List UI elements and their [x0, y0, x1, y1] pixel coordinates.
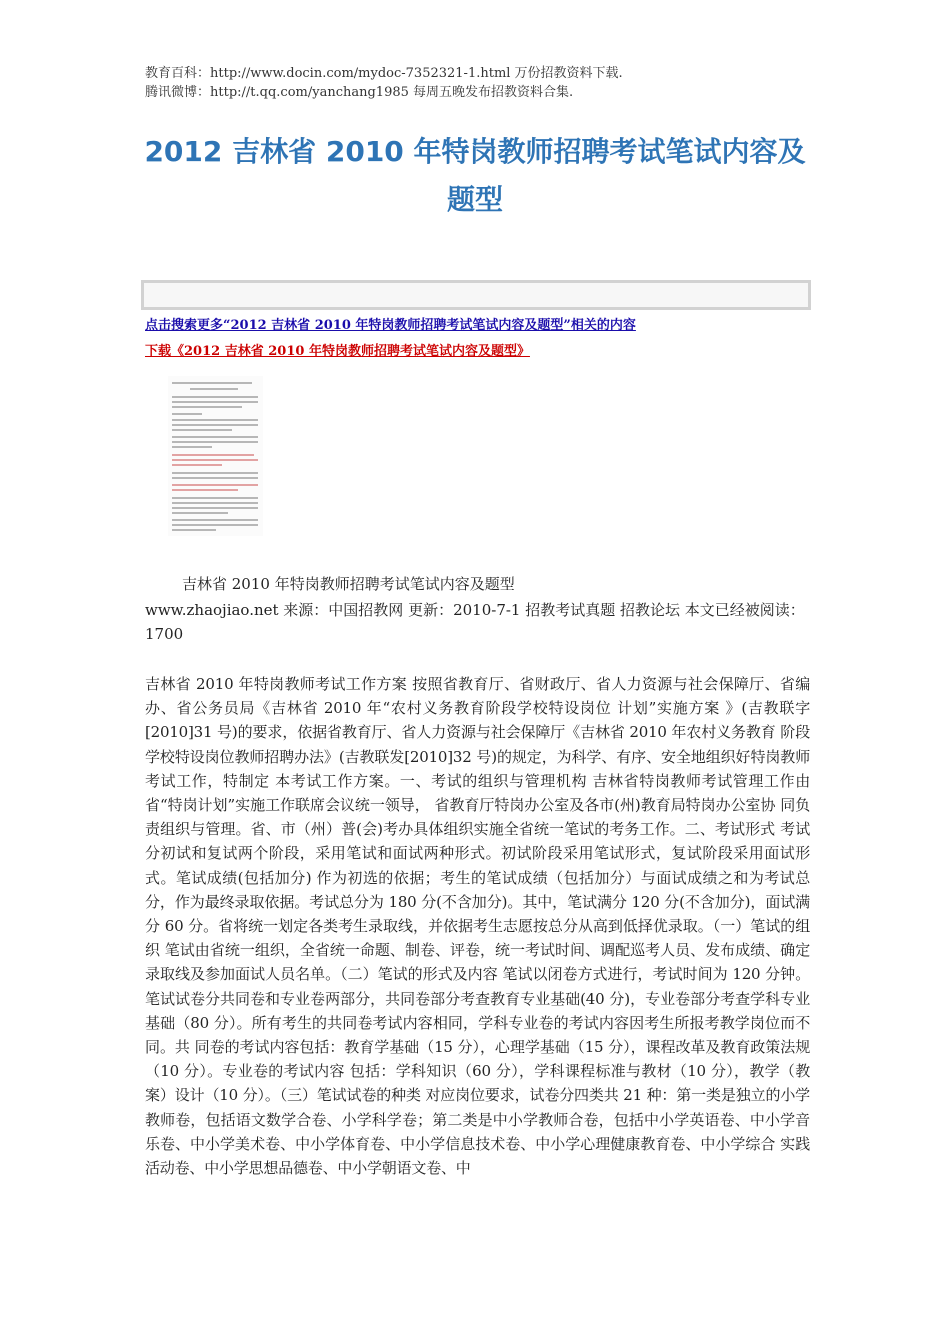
header-note [145, 64, 623, 102]
page-title: 2012 吉林省 2010 年特岗教师招聘考试笔试内容及题型 [144, 135, 806, 216]
header-line-encyclopedia: 教育百科：http://www.docin.com/mydoc-7352321-1.html 万份招教资料下载. [145, 66, 623, 81]
document-thumbnail-icon[interactable] [168, 376, 263, 536]
download-link[interactable]: 下载《2012 吉林省 2010 年特岗教师招聘考试笔试内容及题型》 [145, 344, 530, 359]
search-more-link[interactable]: 点击搜索更多“2012 吉林省 2010 年特岗教师招聘考试笔试内容及题型”相关的内容 [145, 318, 636, 333]
article-source-line: www.zhaojiao.net 来源：中国招教网 更新：2010-7-1 招教考试真题 招教论坛 本文已经被阅读：1700 [145, 601, 805, 643]
header-line-weibo: 腾讯微博：http://t.qq.com/yanchang1985 每周五晚发布招教资料合集. [145, 85, 574, 100]
article-body: 吉林省 2010 年特岗教师考试工作方案 按照省教育厅、省财政厅、省人力资源与社会保障厅、省编办、省公务员局《吉林省 2010 年“农村义务教育阶段学校特设岗位 计划”实施方案 》(吉教联字[2010]31 号)的要求，依据省教育厅、省人力资源与社会保障厅《吉林省 2010 年农村义务教育 阶段学校特设岗位教师招聘办法》(吉教联发[2010]32 号)的规定，为科学、有序、安全地组织好特岗教师考试工作，特制定 本考试工作方案。一、考试的组织与管理机构 吉林省特岗教师考试管理工作由省“特岗计划”实施工作联席会议统一领导， 省教育厅特岗办公室及各市(州)教育局特岗办公室协 同负责组织与管理。省、市（州）普(会)考办具体组织实施全省统一笔试的考务工作。二、考试形式 考试分初试和复试两个阶段，采用笔试和面试两种形式。初试阶段采用笔试形式，复试阶段采用面试形式。笔试成绩(包括加分) 作为初选的依据；考生的笔试成绩（包括加分）与面试成绩之和为考试总分，作为最终录取依据。考试总分为 180 分(不含加分)。其中，笔试满分 120 分(不含加分)，面试满分 60 分。省将统一划定各类考生录取线，并依据考生志愿按总分从高到低择优录取。（一）笔试的组织 笔试由省统一组织，全省统一命题、制卷、评卷，统一考试时间、调配巡考人员、发布成绩、确定录取线及参加面试人员名单。（二）笔试的形式及内容 笔试以闭卷方式进行，考试时间为 120 分钟。笔试试卷分共同卷和专业卷两部分，共同卷部分考查教育专业基础(40 分)，专业卷部分考查学科专业基础（80 分）。所有考生的共同卷考试内容相同，学科专业卷的考试内容因考生所报考教学岗位而不同。共 同卷的考试内容包括：教育学基础（15 分），心理学基础（15 分），课程改革及教育政策法规（10 分）。专业卷的考试内容 包括：学科知识（60 分），学科课程标准与教材（10 分），教学（教案）设计（10 分）。（三）笔试试卷的种类 对应岗位要求，试卷分四类共 21 种：第一类是独立的小学教师卷，包括语文数学合卷、小学科学卷；第二类是中小学教师合卷，包括中小学英语卷、中小学音乐卷、中小学美术卷、中小学体育卷、中小学信息技术卷、中小学心理健康教育卷、中小学综合 实践活动卷、中小学思想品德卷、中小学朝语文卷、中 [145, 675, 810, 1178]
banner-box [141, 280, 811, 310]
article-subtitle: 吉林省 2010 年特岗教师招聘考试笔试内容及题型 [182, 575, 515, 593]
